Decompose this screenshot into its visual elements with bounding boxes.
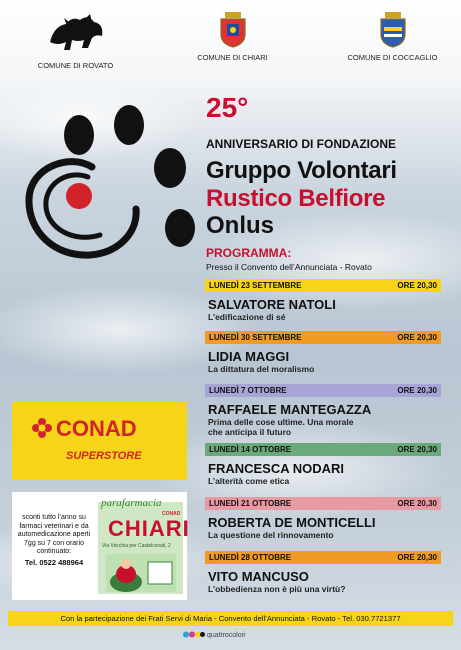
event-item [205,497,441,540]
event-time: ORE 20,30 [397,445,437,454]
printer-credit [183,631,246,639]
event-speaker: FRANCESCA NODARI [208,461,345,476]
programma-location: Presso il Convento dell’Annunciata - Rovato [206,262,372,272]
event-time: ORE 20,30 [397,281,437,290]
event-date-bar [205,497,441,510]
printer-name: quattrocolori [207,632,246,639]
parafarmacia-conad: CONAD [162,511,181,517]
crest-label: COMUNE DI ROVATO [37,61,114,70]
event-topic: L’edificazione di sé [208,312,286,322]
event-speaker: VITO MANCUSO [208,569,309,584]
conad-ad [12,402,187,480]
event-date: LUNEDÌ 30 SETTEMBRE [209,333,302,342]
event-speaker: SALVATORE NATOLI [208,297,336,312]
lion-icon [44,12,108,56]
anniversary-text: ANNIVERSARIO DI FONDAZIONE [206,137,397,151]
shield-icon [219,12,247,48]
shield-icon [379,12,407,48]
parafarmacia-address: Via Vecchia per Castelcovati, 2 [102,543,171,549]
org-name-line1: Gruppo Volontari [206,157,397,184]
conad-superstore: SUPERSTORE [66,450,142,462]
event-topic: L’alterità come etica [208,476,290,486]
parafarmacia-info-text: sconti tutto l’anno su farmaci veterinari e da automedicazione aperti 7gg su 7 con orario continuato: [17,514,91,555]
crest-label: COMUNE DI COCCAGLIO [347,53,438,62]
event-topic: L’obbedienza non è più una virtù? [208,584,346,594]
event-item [205,331,441,374]
event-topic: La dittatura del moralismo [208,364,315,374]
printer-logo-icon [183,631,205,638]
org-name-line3: Onlus [206,212,275,239]
crest-label: COMUNE DI CHIARI [197,53,268,62]
parafarmacia-phone: Tel. 0522 488964 [24,557,84,567]
event-speaker: ROBERTA DE MONTICELLI [208,515,376,530]
parafarmacia-info [16,514,92,567]
parafarmacia-ad [12,492,190,600]
event-date-bar [205,279,441,292]
paw-logo-icon [22,95,202,265]
event-date-bar [205,384,441,397]
event-date: LUNEDÌ 28 OTTOBRE [209,553,292,562]
crest-coccaglio [345,12,440,62]
event-date: LUNEDÌ 14 OTTOBRE [209,445,292,454]
conad-logo [32,416,137,442]
org-name-line2: Rustico Belfiore [206,185,386,212]
crest-chiari [190,12,275,62]
event-date: LUNEDÌ 23 SETTEMBRE [209,281,302,290]
event-time: ORE 20,30 [397,499,437,508]
event-date: LUNEDÌ 7 OTTOBRE [209,386,287,395]
event-topic: La questione del rinnovamento [208,530,334,540]
event-topic: Prima delle cose ultime. Una morale che anticipa il futuro [208,417,354,437]
parafarmacia-city: CHIARI [108,516,190,541]
event-item [205,279,441,322]
crest-rovato [28,12,123,70]
programma-title: PROGRAMMA: [206,246,292,260]
anniversary-number: 25° [206,92,249,123]
event-item [205,551,441,594]
event-time: ORE 20,30 [397,553,437,562]
conad-name: CONAD [56,416,137,441]
event-date-bar [205,443,441,456]
event-time: ORE 20,30 [397,333,437,342]
event-item [205,443,441,486]
event-item [205,384,441,437]
flower-icon [32,418,52,438]
event-date: LUNEDÌ 21 OTTOBRE [209,499,292,508]
event-date-bar [205,551,441,564]
footer-text: Con la partecipazione dei Frati Servi di Maria - Convento dell’Annunciata - Rovato - Tel. 030.7721377 [60,614,401,623]
event-date-bar [205,331,441,344]
event-speaker: LIDIA MAGGI [208,349,290,364]
footer-bar [8,611,453,626]
parafarmacia-photo [106,554,176,592]
parafarmacia-title: parafarmacia [101,497,162,509]
event-speaker: RAFFAELE MANTEGAZZA [208,402,372,417]
event-time: ORE 20,30 [397,386,437,395]
